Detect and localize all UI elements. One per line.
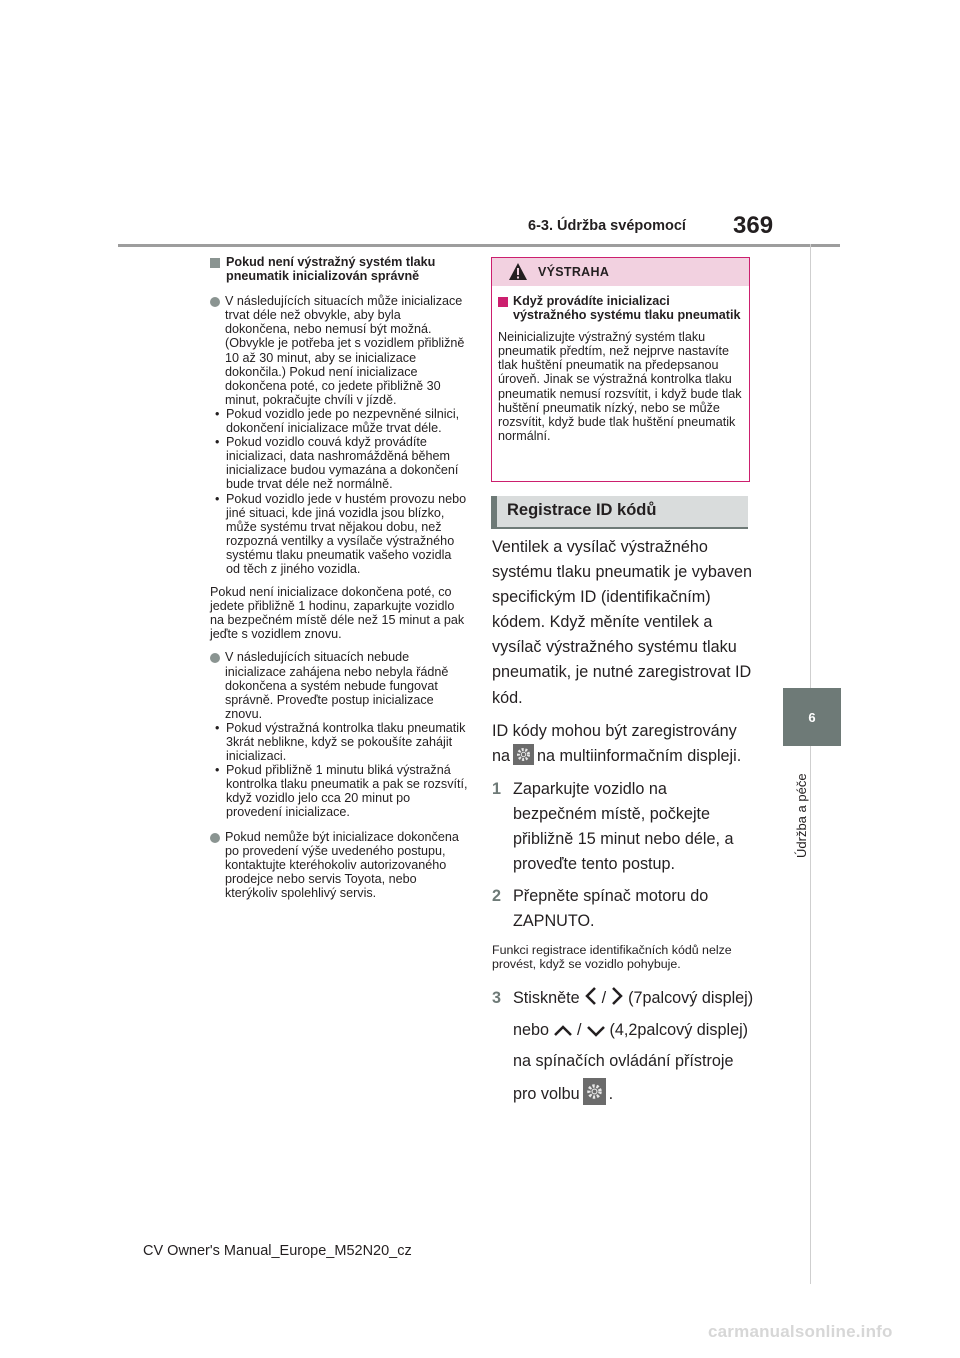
chapter-label-wrap <box>790 766 820 866</box>
step-1 <box>492 777 754 877</box>
chapter-number: 6 <box>808 709 816 725</box>
sub-bullet: • Pokud výstražná kontrolka tlaku pneumatik 3krát neblikne, když se pokoušíte zahájit inicializaci. <box>210 721 468 763</box>
square-bullet-icon <box>210 258 220 268</box>
step-number: 2 <box>492 887 502 906</box>
heading-underline <box>491 527 748 529</box>
watermark: carmanualsonline.info <box>708 1322 893 1341</box>
item-text: Pokud nemůže být inicializace dokončena po provedení výše uvedeného postupu, kontaktujte kteréhokoliv autorizovaného prodejce nebo servis Toyota, nebo kterýkoliv spolehlivý servis. <box>225 829 459 900</box>
paragraph: Pokud není inicializace dokončena poté, co jedete přibližně 1 hodinu, zaparkujte vozidlo na bezpečném místě déle než 15 minut a pak jeďte s vozidlem znovu. <box>210 585 465 642</box>
warning-box <box>491 257 750 482</box>
page-number: 369 <box>733 212 774 239</box>
note: Funkci registrace identifikačních kódů nelze provést, když se vozidlo pohybuje. <box>492 943 732 971</box>
intro-paragraph: Ventilek a vysílač výstražného systému tlaku pneumatik je vybaven specifickým ID (identifikačním) kódem. Když měníte ventilek a vysílač výstražného systému tlaku pneumatik, je nutné zaregistrovat ID kód. <box>492 538 753 707</box>
footer-manual-name: CV Owner's Manual_Europe_M52N20_cz <box>143 1243 412 1259</box>
sub-bullet: • Pokud vozidlo jede v hustém provozu nebo jiné situaci, kde jiná vozidla jsou blízko, může systému trvat nějakou dobu, než rozpozná ventilky a vysílače výstražného systému tlaku pneumatik vašeho vozidla od těch z jiného vozidla. <box>210 492 468 577</box>
chevron-right-icon <box>610 986 624 1006</box>
step-2 <box>492 884 754 934</box>
list-item <box>210 830 468 900</box>
step-text: Zaparkujte vozidlo na bezpečném místě, počkejte přibližně 15 minut nebo déle, a proveďte tento postup. <box>513 779 734 874</box>
section-title: 6-3. Údržba svépomocí <box>528 218 686 234</box>
square-bullet-icon <box>498 297 508 307</box>
step-3: 3 Stiskněte / (7palcový displej) nebo / (4,2palcový displej) na spínačích ovládání přístroje pro volbu . <box>492 983 754 1110</box>
list-item <box>210 650 468 720</box>
warning-triangle-icon <box>508 262 528 281</box>
sub-bullet: • Pokud přibližně 1 minutu bliká výstražná kontrolka tlaku pneumatik a pak se rozsvítí, když vozidlo jelo cca 20 minut po provedení inicializace. <box>210 763 468 819</box>
paragraph-2: ID kódy mohou být zaregistrovány na na multiinformačním displeji. <box>492 721 742 765</box>
section-heading: Registrace ID kódů <box>507 501 657 519</box>
side-divider <box>810 244 811 1284</box>
circle-bullet-icon <box>210 297 220 307</box>
sub-bullet: • Pokud vozidlo couvá když provádíte inicializaci, data nashromážděná během inicializace budou vymazána a dokončení bude trvat déle než normálně. <box>210 435 468 491</box>
chevron-left-icon <box>584 986 598 1006</box>
header-rule <box>118 244 840 247</box>
step-text: Přepněte spínač motoru do ZAPNUTO. <box>513 887 709 931</box>
warning-subheading <box>498 294 743 322</box>
chevron-down-icon <box>586 1024 606 1038</box>
left-heading <box>210 255 468 283</box>
item-text: V následujících situacích může inicializace trvat déle než obvykle, aby byla dokončena, nebo nemusí být možná. (Obvykle je potřeba jet s vozidlem přibližně 10 až 30 minut, aby se inicializace dokončila.) Pokud není inicializace dokončena poté, co jedete přibližně 30 minut, pokračujte chvíli v jízdě. <box>225 294 465 407</box>
settings-gear-icon <box>513 744 534 765</box>
right-column <box>492 535 754 1117</box>
left-column <box>210 255 468 900</box>
warning-body <box>492 286 749 443</box>
chapter-label: Údržba a péče <box>794 773 809 858</box>
step-number: 3 <box>492 989 502 1007</box>
warning-title: VÝSTRAHA <box>538 265 610 279</box>
list-item <box>210 294 468 407</box>
warning-text: Neinicializujte výstražný systém tlaku pneumatik předtím, než nejprve nastavíte tlak huštění pneumatik na předepsanou úroveň. Jinak se výstražná kontrolka tlaku pneumatik nemusí rozsvítit, i když bude tlak huštění pneumatik nízký, nebo se může rozsvítit, když bude tlak huštění pneumatik normální. <box>498 330 742 443</box>
left-heading-text: Pokud není výstražný systém tlaku pneumatik inicializován správně <box>226 255 436 284</box>
circle-bullet-icon <box>210 653 220 663</box>
circle-bullet-icon <box>210 833 220 843</box>
sub-bullet: • Pokud vozidlo jede po nezpevněné silnici, dokončení inicializace může trvat déle. <box>210 407 468 435</box>
step-number: 1 <box>492 779 502 798</box>
warning-header <box>492 258 749 286</box>
item-text: V následujících situacích nebude inicializace zahájena nebo nebyla řádně dokončena a systém nebude fungovat správně. Proveďte postup inicializace znovu. <box>225 650 449 721</box>
section-heading-box <box>491 496 748 527</box>
settings-gear-icon <box>583 1078 606 1105</box>
warning-subheading-text: Když provádíte inicializaci výstražného systému tlaku pneumatik <box>513 294 741 323</box>
chevron-up-icon <box>553 1024 573 1038</box>
chapter-tab <box>783 688 841 746</box>
